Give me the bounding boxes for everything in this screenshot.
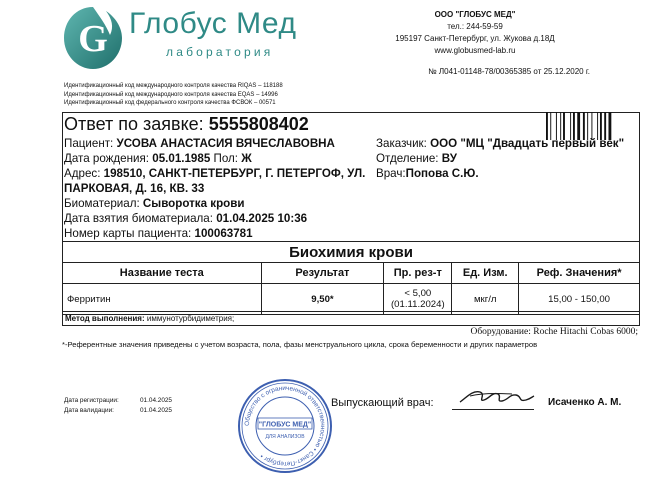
card-line: Номер карты пациента: 100063781 [64,227,253,240]
signature-line [452,409,534,410]
method-value: иммунотурбидиметрия; [146,314,235,323]
org-info [360,9,590,57]
sex-value: Ж [241,152,252,165]
previous-date: (01.11.2024) [390,299,445,310]
customer-value: ООО "МЦ "Двадцать первый век" [430,137,625,150]
test-previous [384,284,452,315]
results-table [62,263,640,315]
patient-name: УСОВА АНАСТАСИЯ ВЯЧЕСЛАВОВНА [116,137,335,150]
department-line: Отделение: ВУ [376,152,457,165]
reg-date: 01.04.2025 [140,397,172,404]
biomaterial-value: Сыворотка крови [142,197,245,210]
signer-label: Выпускающий врач: [331,397,434,409]
org-address: 195197 Санкт-Петербург, ул. Жукова д.18Д [395,34,555,43]
customer-line: Заказчик: ООО "МЦ "Двадцать первый век" [376,137,625,150]
reference-note: *-Референтные значения приведены с учетом возраста, пола, фазы менструального цикла, срока беременности и других параметров [62,340,538,349]
test-unit: мкг/л [452,284,519,315]
col-previous: Пр. рез-т [384,263,452,284]
col-reference: Реф. Значения* [519,263,640,284]
biomaterial-line: Биоматериал: Сыворотка крови [64,197,245,210]
col-unit: Ед. Изм. [452,263,519,284]
col-test-name: Название теста [63,263,262,284]
test-name: Ферритин [63,284,262,315]
col-result: Результат [261,263,384,284]
dates-block [64,396,216,416]
stamp-center-top: "ГЛОБУС МЕД" [258,421,312,429]
test-result: 9,50* [261,284,384,315]
doctor-line: Врач:Попова С.Ю. [376,167,479,180]
address-line-2 [64,182,204,195]
address-value-1: 198510, САНКТ-ПЕТЕРБУРГ, Г. ПЕТЕРГОФ, УЛ. [103,167,366,180]
taken-line: Дата взятия биоматериала: 01.04.2025 10:36 [64,212,308,225]
valid-label: Дата валидации: [64,407,114,414]
order-number: 5555808402 [208,114,309,134]
barcode-icon [546,112,626,140]
svg-text:G: G [78,18,108,60]
org-phone: тел.: 244-59-59 [447,22,503,31]
org-site[interactable]: www.globusmed-lab.ru [434,46,516,55]
method-line [62,311,640,325]
stamp-ring-text: Общество с ограниченной ответственностью • Санкт-Петербург • [243,384,327,468]
signature-icon [456,384,536,410]
address-value-2: ПАРКОВАЯ, Д. 16, КВ. 33 [64,182,205,195]
brand-subtitle: лаборатория [166,45,274,59]
birth-date: 05.01.1985 [152,152,211,165]
stamp-icon [237,378,333,474]
results-header-row [63,263,640,284]
order-title-label: Ответ по заявке: [64,114,204,134]
org-name: ООО "ГЛОБУС МЕД" [434,10,516,19]
birth-line: Дата рождения: 05.01.1985 Пол: Ж [64,152,252,165]
previous-value: < 5,00 [404,288,432,299]
quality-code-riqas: Идентификационный код международного контроля качества RIQAS – 118188 [64,83,283,89]
section-title: Биохимия крови [62,241,640,263]
table-row [63,284,640,315]
patient-line: Пациент: УСОВА АНАСТАСИЯ ВЯЧЕСЛАВОВНА [64,137,335,150]
card-value: 100063781 [194,227,253,240]
signer-name: Исаченко А. М. [548,397,622,408]
quality-code-eqas: Идентификационный код международного контроля качества EQAS – 14996 [64,91,278,98]
brand-logo-icon [62,5,124,71]
brand-name: Глобус Мед [129,7,297,40]
quality-code-fsvok: Идентификационный код федерального контроля качества ФСВОК – 00571 [64,100,276,107]
method-label: Метод выполнения: [65,314,145,323]
doctor-value: Попова С.Ю. [405,167,479,180]
license-number: № Л041-01148-78/00365385 от 25.12.2020 г. [428,67,590,76]
taken-value: 01.04.2025 10:36 [216,212,308,225]
stamp-center-bottom: ДЛЯ АНАЛИЗОВ [265,434,305,440]
order-title [64,114,309,135]
valid-date: 01.04.2025 [140,407,172,414]
department-value: ВУ [441,152,457,165]
address-line: Адрес: 198510, САНКТ-ПЕТЕРБУРГ, Г. ПЕТЕРГОФ, УЛ. [64,167,366,180]
quality-codes [64,82,283,108]
test-reference: 15,00 - 150,00 [519,284,640,315]
equipment-note: Оборудование: Roche Hitachi Cobas 6000; [470,327,638,337]
reg-label: Дата регистрации: [64,397,119,404]
